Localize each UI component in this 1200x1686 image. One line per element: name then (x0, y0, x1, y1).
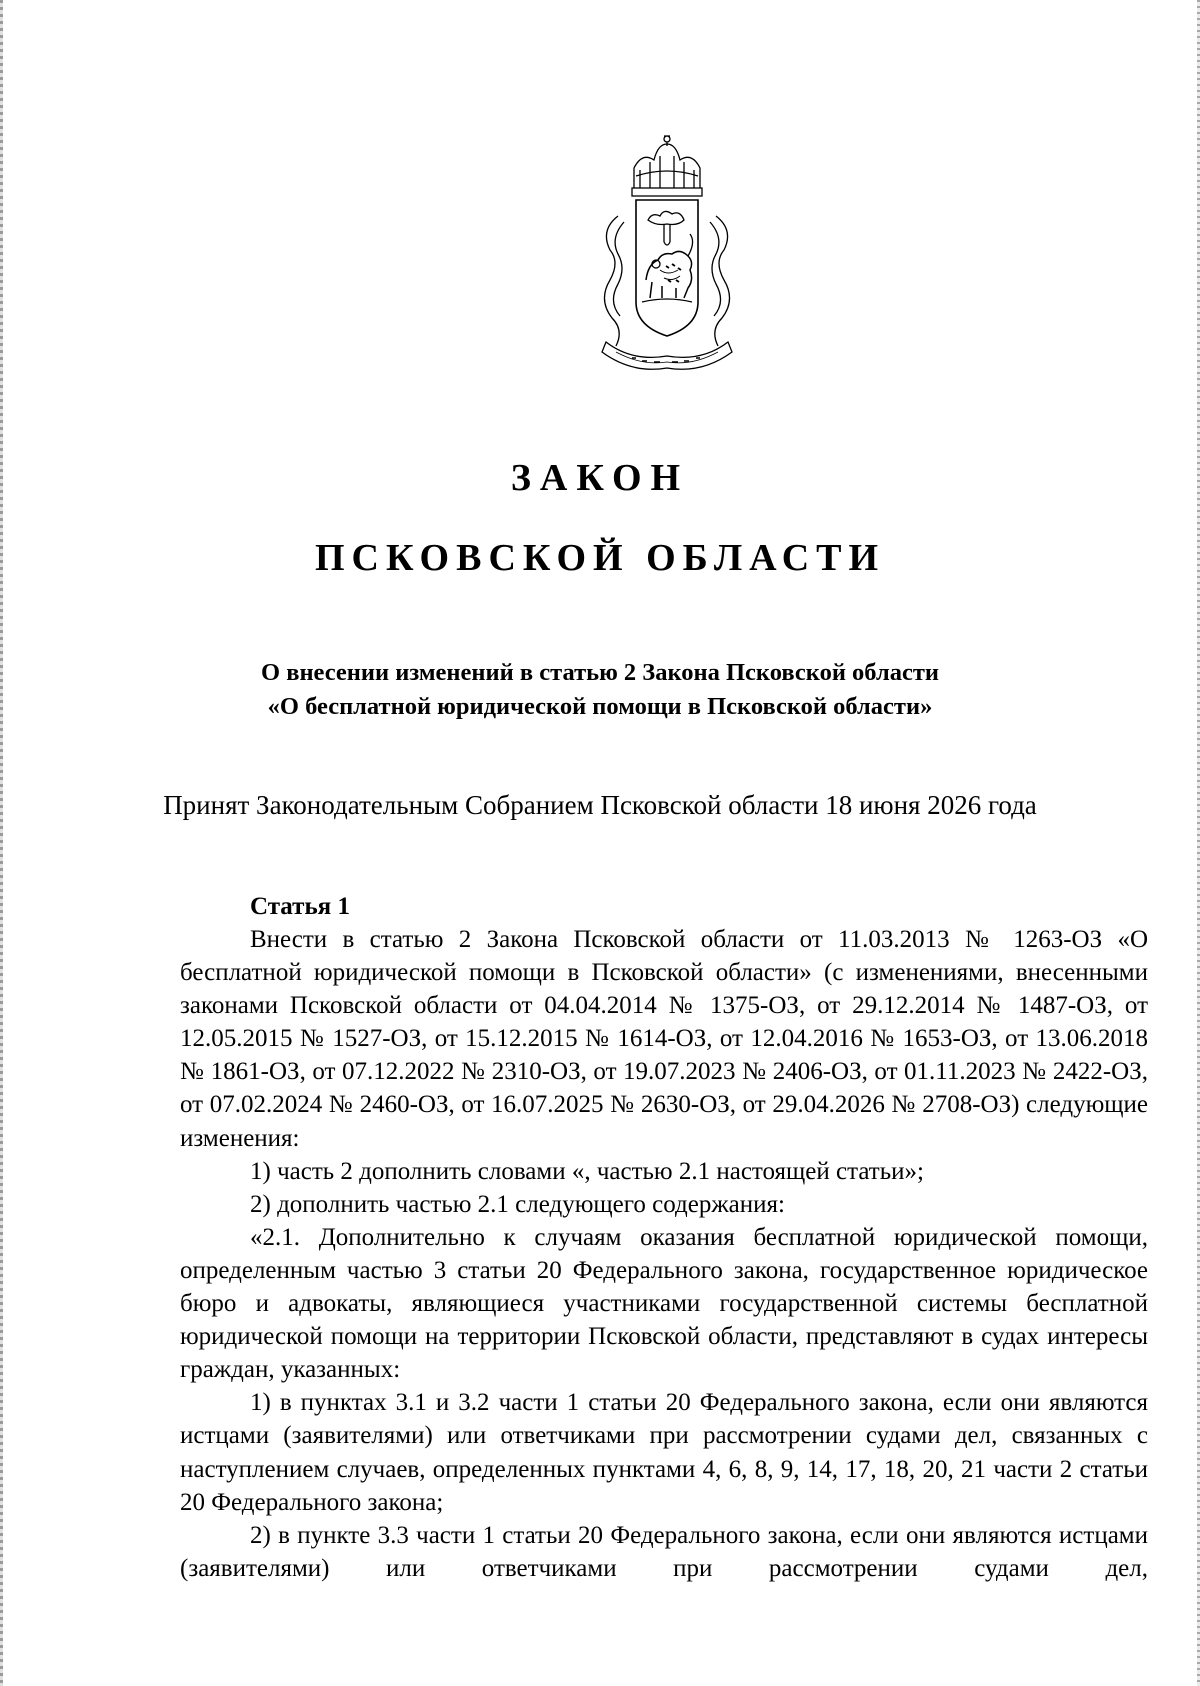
article-heading: Статья 1 (250, 893, 350, 920)
paragraph: «2.1. Дополнительно к случаям оказания бесплатной юридической помощи, определенным частью 3 статьи 20 Федерального закона, государственное юридическое бюро и адвокаты, являющиеся участниками государственной системы бесплатной юридической помощи на территории Псковской области, представляют в судах интересы граждан, указанных: (180, 1223, 1148, 1384)
paragraph: 2) дополнить частью 2.1 следующего содержания: (250, 1190, 785, 1218)
paragraph: 1) часть 2 дополнить словами «, частью 2.1 настоящей статьи»; (250, 1157, 924, 1185)
crown-icon (632, 136, 702, 196)
region-title: ПСКОВСКОЙ ОБЛАСТИ (314, 537, 886, 579)
adoption-statement: Принят Законодательным Собранием Псковской области 18 июня 2026 года (163, 790, 1037, 820)
article-body (180, 923, 1148, 1585)
law-subject (0, 656, 1200, 724)
paragraph: Внести в статью 2 Закона Псковской области от 11.03.2013 № 1263-ОЗ «О бесплатной юридической помощи в Псковской области» (с изменениями, внесенными законами Псковской области от 04.04.2014 № 1375-ОЗ, от 29.12.2014 № 1487-ОЗ, от 12.05.2015 № 1527-ОЗ, от 15.12.2015 № 1614-ОЗ, от 12.04.2016 № 1653-ОЗ, от 13.06.2018 № 1861-ОЗ, от 07.12.2022 № 2310-ОЗ, от 19.07.2023 № 2406-ОЗ, от 01.11.2023 № 2422-ОЗ, от 07.02.2024 № 2460-ОЗ, от 16.07.2025 № 2630-ОЗ, от 29.04.2026 № 2708-ОЗ) следующие изменения: (180, 926, 1148, 1152)
paragraph: 1) в пунктах 3.1 и 3.2 части 1 статьи 20 Федерального закона, если они являются истцами (заявителями) или ответчиками при рассмотрении судами дел, связанных с наступлением случаев, определенных пунктами 4, 6, 8, 9, 14, 17, 18, 20, 21 части 2 статьи 20 Федерального закона; (180, 1389, 1148, 1516)
subject-line-2: «О бесплатной юридической помощи в Псковской области» (267, 693, 933, 720)
coat-of-arms-emblem (572, 130, 762, 380)
law-title: ЗАКОН (510, 457, 690, 499)
scan-edge-left (0, 0, 3, 1686)
subject-line-1: О внесении изменений в статью 2 Закона Псковской области (261, 659, 939, 686)
paragraph: 2) в пункте 3.3 части 1 статьи 20 Федерального закона, если они являются истцами (заявителями) или ответчиками при рассмотрении судами дел, (180, 1521, 1148, 1582)
